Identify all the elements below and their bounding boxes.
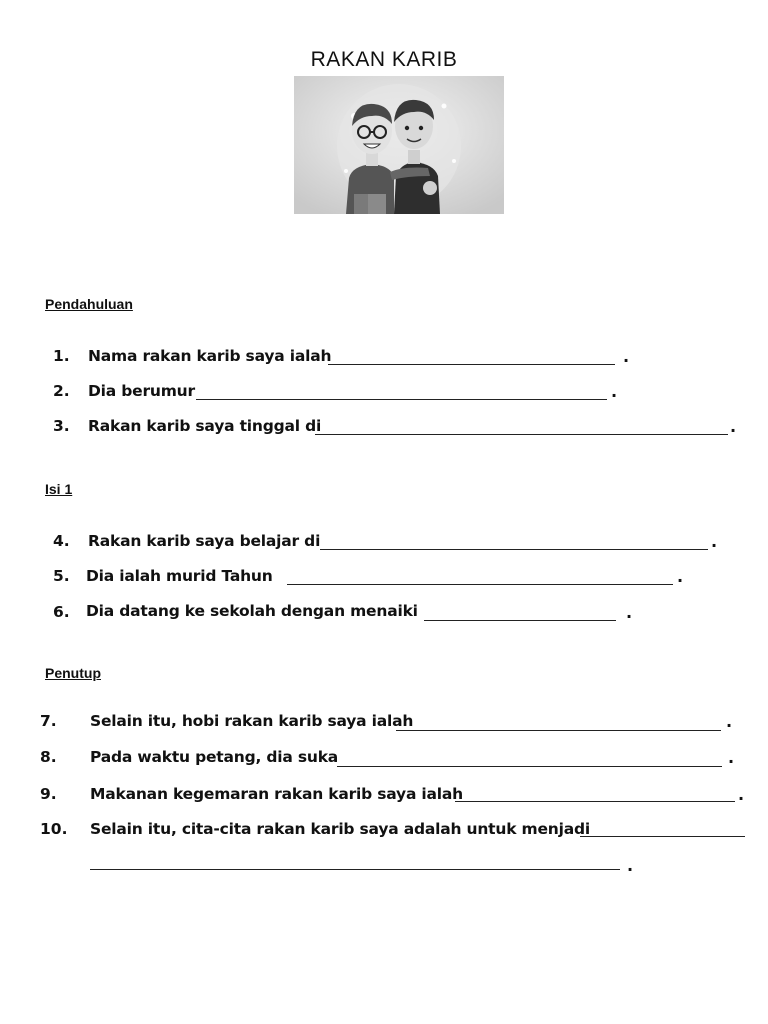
item-number: 7. <box>40 712 57 730</box>
item-number: 6. <box>53 603 70 621</box>
item-text: Makanan kegemaran rakan karib saya ialah <box>90 785 463 803</box>
item-end: . <box>728 748 735 767</box>
answer-blank-continued[interactable] <box>90 869 620 870</box>
item-number: 5. <box>53 567 70 585</box>
answer-blank[interactable] <box>287 584 673 585</box>
section-heading-pendahuluan: Pendahuluan <box>45 296 133 312</box>
item-end: . <box>626 603 633 622</box>
answer-blank[interactable] <box>396 730 721 731</box>
item-text: Selain itu, cita-cita rakan karib saya adalah untuk menjadi <box>90 820 591 838</box>
item-text: Dia datang ke sekolah dengan menaiki <box>86 602 418 620</box>
page-title: RAKAN KARIB <box>310 48 458 71</box>
answer-blank[interactable] <box>328 364 615 365</box>
item-text: Selain itu, hobi rakan karib saya ialah <box>90 712 414 730</box>
item-text: Rakan karib saya belajar di <box>88 532 321 550</box>
item-end: . <box>730 417 737 436</box>
item-end: . <box>726 712 733 731</box>
item-text: Nama rakan karib saya ialah <box>88 347 332 365</box>
item-number: 8. <box>40 748 57 766</box>
answer-blank[interactable] <box>455 801 735 802</box>
item-end: . <box>711 532 718 551</box>
item-number: 9. <box>40 785 57 803</box>
item-number: 4. <box>53 532 70 550</box>
item-text: Rakan karib saya tinggal di <box>88 417 322 435</box>
item-number: 10. <box>40 820 68 838</box>
item-number: 2. <box>53 382 70 400</box>
item-text: Dia ialah murid Tahun <box>86 567 273 585</box>
answer-blank[interactable] <box>196 399 607 400</box>
item-end: . <box>611 382 618 401</box>
item-end: . <box>623 347 630 366</box>
item-number: 1. <box>53 347 70 365</box>
answer-blank[interactable] <box>315 434 728 435</box>
answer-blank[interactable] <box>320 549 708 550</box>
answer-blank[interactable] <box>337 766 722 767</box>
item-end: . <box>677 567 684 586</box>
answer-blank[interactable] <box>580 836 745 837</box>
item-number: 3. <box>53 417 70 435</box>
section-heading-penutup: Penutup <box>45 665 101 681</box>
item-text: Pada waktu petang, dia suka <box>90 748 339 766</box>
item-end: . <box>738 785 745 804</box>
answer-blank[interactable] <box>424 620 616 621</box>
section-heading-isi: Isi 1 <box>45 481 73 497</box>
item-end: . <box>627 856 634 875</box>
two-boys-friends-illustration <box>294 76 504 214</box>
item-text: Dia berumur <box>88 382 195 400</box>
